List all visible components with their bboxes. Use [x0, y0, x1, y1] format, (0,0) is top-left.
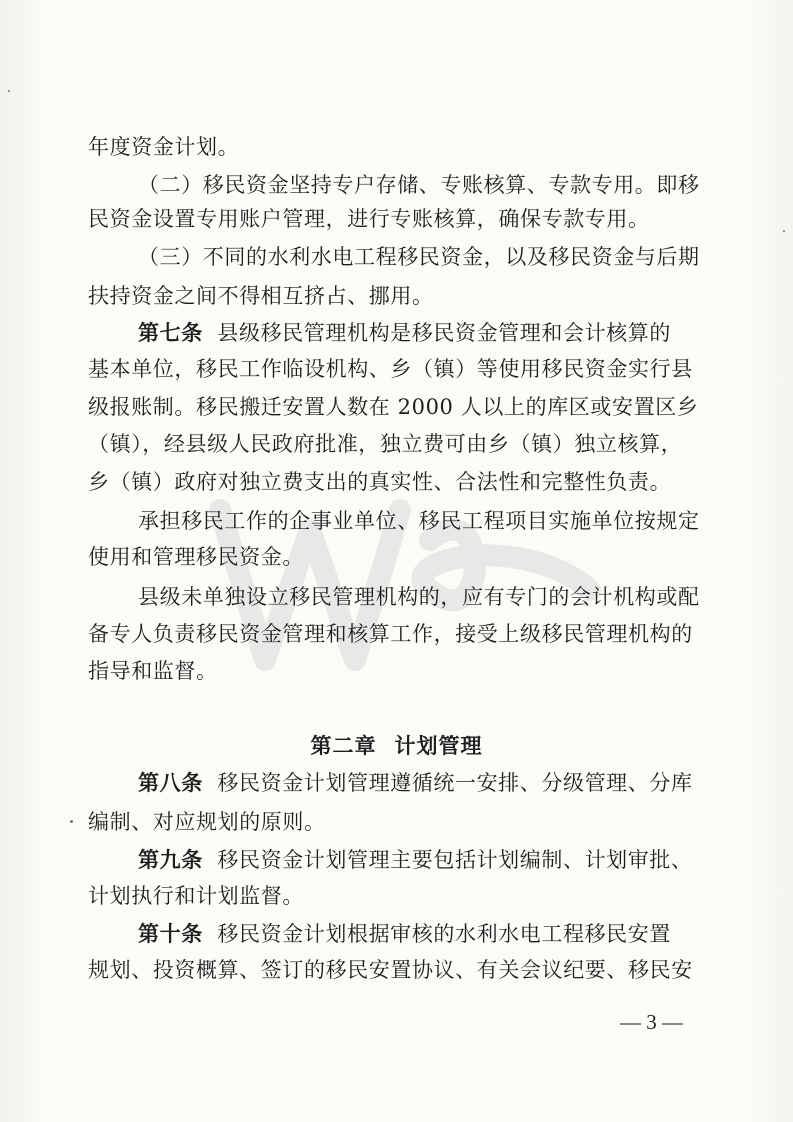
- text-line-10: 乡（镇）政府对独立费支出的真实性、合法性和完整性负责。: [88, 470, 672, 494]
- chapter-title: 第二章 计划管理: [310, 734, 483, 758]
- text-line-2: （二）移民资金坚持专户存储、专账核算、专款专用。即移: [138, 173, 700, 197]
- article-7-heading: 第七条: [138, 320, 203, 345]
- article-7-line-1: 第七条 县级移民管理机构是移民资金管理和会计核算的: [138, 320, 671, 345]
- text-line-19: 计划执行和计划监督。: [88, 884, 304, 908]
- text-line-17: 编制、对应规划的原则。: [88, 810, 326, 834]
- text-line-12: 使用和管理移民资金。: [88, 545, 304, 569]
- article-10-line-1: 第十条 移民资金计划根据审核的水利水电工程移民安置: [138, 921, 671, 946]
- text-line-21: 规划、投资概算、签订的移民安置协议、有关会议纪要、移民安: [88, 958, 693, 982]
- text-line-5: 扶持资金之间不得相互挤占、挪用。: [88, 284, 434, 308]
- scan-speck: [783, 230, 785, 232]
- page-number: — 3 —: [620, 1010, 683, 1034]
- text-line-4: （三）不同的水利水电工程移民资金，以及移民资金与后期: [138, 245, 700, 269]
- text-line-9: （镇），经县级人民政府批准，独立费可由乡（镇）独立核算，: [88, 432, 683, 456]
- text-line-14: 备专人负责移民资金管理和核算工作，接受上级移民管理机构的: [88, 622, 693, 646]
- text-line-13: 县级未单独设立移民管理机构的，应有专门的会计机构或配: [138, 585, 700, 609]
- text-line-3: 民资金设置专用账户管理，进行专账核算，确保专款专用。: [88, 207, 650, 231]
- text-line-15: 指导和监督。: [88, 659, 218, 683]
- article-8-line-1: 第八条 移民资金计划管理遵循统一安排、分级管理、分库: [138, 770, 693, 795]
- article-9-line-1: 第九条 移民资金计划管理主要包括计划编制、计划审批、: [138, 847, 693, 872]
- text-line-7: 基本单位，移民工作临设机构、乡（镇）等使用移民资金实行县: [88, 357, 693, 381]
- scan-speck: [8, 90, 10, 92]
- article-10-heading: 第十条: [138, 921, 203, 946]
- scan-speck: [70, 820, 73, 823]
- article-8-heading: 第八条: [138, 770, 203, 795]
- text-line-8: 级报账制。移民搬迁安置人数在 2000 人以上的库区或安置区乡: [88, 395, 699, 419]
- article-9-heading: 第九条: [138, 847, 203, 872]
- text-line-11: 承担移民工作的企事业单位、移民工程项目实施单位按规定: [138, 509, 700, 533]
- text-line-1: 年度资金计划。: [88, 135, 240, 159]
